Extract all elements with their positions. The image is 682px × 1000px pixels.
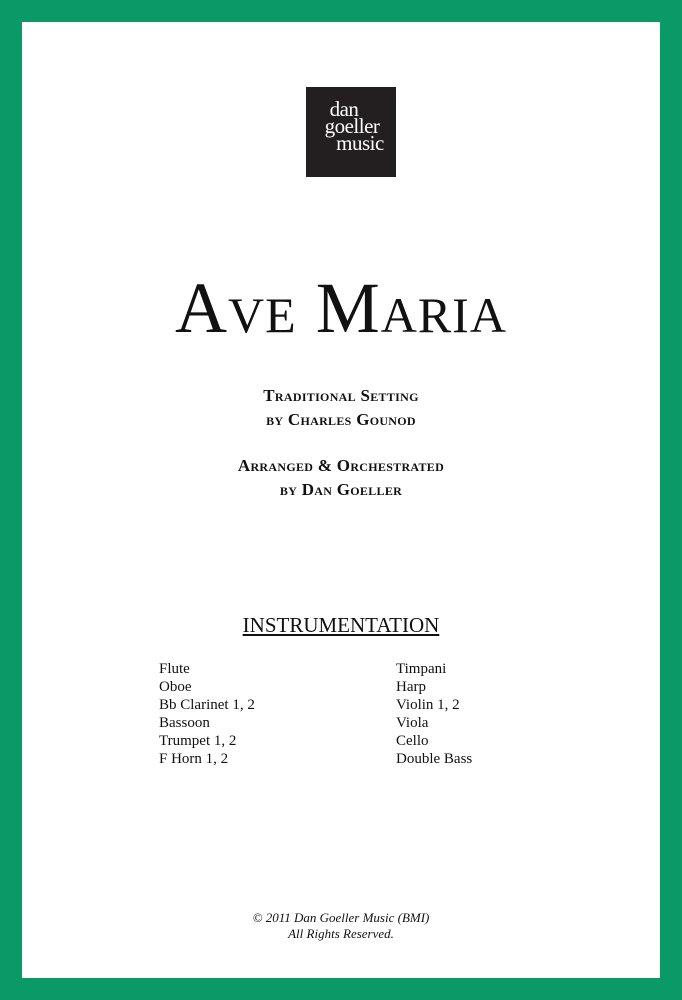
instrumentation-heading: INSTRUMENTATION — [242, 613, 440, 637]
instrument-item: Harp — [396, 679, 426, 695]
arranger-credit-line-1: Arranged & Orchestrated — [237, 456, 445, 475]
instrument-item: Oboe — [159, 679, 192, 695]
setting-credit — [22, 384, 660, 432]
instrument-item: F Horn 1, 2 — [159, 751, 229, 767]
instrument-item: Timpani — [396, 661, 447, 677]
instrument-item: Cello — [396, 733, 429, 749]
page-title: Ave Maria — [175, 268, 507, 349]
cover-page — [22, 22, 660, 978]
instrument-item: Violin 1, 2 — [396, 697, 460, 713]
copyright-line-2: All Rights Reserved. — [288, 926, 394, 941]
instrument-item: Double Bass — [396, 751, 473, 767]
instrument-item: Viola — [396, 715, 429, 731]
dan-goeller-music-logo — [306, 87, 396, 177]
setting-credit-line-2: by Charles Gounod — [266, 410, 416, 429]
arranger-credit — [22, 454, 660, 502]
setting-credit-line-1: Traditional Setting — [263, 386, 419, 405]
instrument-item: Bassoon — [159, 715, 210, 731]
arranger-credit-line-2: by Dan Goeller — [279, 480, 403, 499]
instrument-list-right — [396, 660, 472, 768]
logo-line-dan: dan — [329, 97, 359, 121]
instrument-item: Trumpet 1, 2 — [159, 733, 237, 749]
logo-line-music: music — [336, 131, 384, 155]
instrument-list-left — [159, 660, 255, 768]
copyright-line-1: © 2011 Dan Goeller Music (BMI) — [252, 910, 430, 925]
copyright-notice — [22, 910, 660, 942]
logo-line-goeller: goeller — [324, 114, 380, 138]
instrument-item: Flute — [159, 661, 190, 677]
instrument-item: Bb Clarinet 1, 2 — [159, 697, 255, 713]
